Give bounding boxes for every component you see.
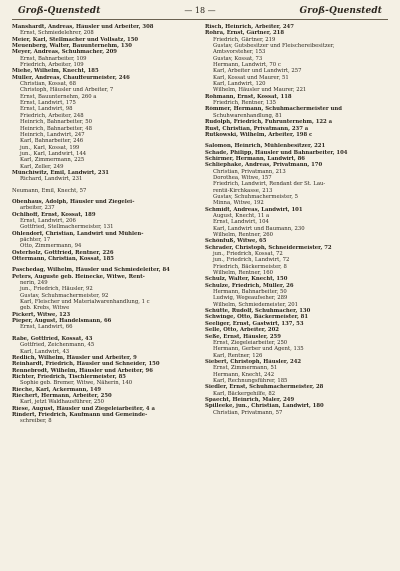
directory-entry: geb. Krebs, Witwe [20,305,70,312]
directory-entry: Karl, Kossat und Maurer, 51 [213,74,289,81]
directory-entry: Schliephake, Andreas, Privatmann, 170 [205,162,323,169]
directory-entry: arbeiter, 237 [20,205,55,212]
directory-entry: Karl, Arbeiter und Landwirt, 257 [213,68,302,75]
directory-entry: Rohmann, Ernst, Kossat, 118 [205,93,292,100]
directory-entry: Ernst, Zimmermann, 51 [213,365,278,372]
directory-entry: Ernst, Landwirt, 175 [20,100,76,107]
directory-entry: Gustav, Schuhmachermeister, 92 [20,292,109,299]
directory-entry: schreiber, 8 [20,418,52,425]
directory-entry: Salomon, Heinrich, Mühlenbesitzer, 221 [205,143,326,150]
directory-entry: Gustav, Kossat, 73 [213,55,263,62]
directory-entry: Heinrich, Bahnarbeiter, 50 [20,119,92,126]
directory-entry: Heinrich, Landwirt, 247 [20,131,85,138]
directory-entry: Ottermann, Christian, Kossat, 185 [12,256,114,263]
directory-entry: Schade, Philipp, Häusler und Bahnarbeiter, 104 [205,149,348,156]
directory-entry: Karl, Landwirt, 43 [20,348,70,355]
directory-entry: Amtsvorsteher, 153 [213,49,266,56]
directory-entry: Risch, Heinrich, Arbeiter, 247 [205,24,294,30]
directory-entry: Friedrich, Arbeiter, 248 [20,112,84,119]
left-column [12,24,195,425]
directory-entry: Meyer, Andreas, Schuhmacher, 209 [12,49,117,56]
directory-entry: Peters, Auguste geb. Heinecke, Witwe, Rent- [12,273,145,280]
running-head-left: Groß-Quenstedt [18,6,101,16]
directory-entry: Karl, Landwirt, 120 [213,81,266,88]
directory-entry: Rindert, Friedrich, Kaufmann und Gemeinde- [12,411,148,418]
directory-entry: Gottfried, Zeichenmann, 45 [20,342,95,349]
directory-entry: Schulze, Friedrich, Müller, 26 [205,282,294,289]
directory-entry: Karl, Rechnungsführer, 185 [213,377,288,384]
directory-entry: Riese, August, Häusler und Ziegeleiarbeiter, 4 a [12,405,155,412]
directory-entry: Ernst, Bauunternehm, 260 a [20,93,97,100]
directory-entry: jun., Friedrich, Kossat, 72 [213,251,283,258]
directory-entry: Spaecht, Heinrich, Maler, 249 [205,396,295,403]
directory-entry: jun., Karl, Kossat, 199 [20,144,80,151]
directory-entry: Rennebrodt, Wilhelm, Häusler und Arbeiter, 96 [12,367,153,374]
directory-entry: Karl, Landwirt und Baumann, 230 [213,225,305,232]
directory-entry: August, Knecht, 11 a [213,212,270,219]
directory-entry: Seße, Ernst, Häusler, 259 [205,333,281,340]
directory-entry: Pieper, August, Handelsmann, 66 [12,318,112,325]
directory-entry: Ernst, Schmiedelehrer, 208 [20,30,94,37]
directory-entry: pächter, 17 [20,237,51,243]
directory-entry: Gustav, Gutsbesitzer und Fleischereibesitzer, [213,43,335,50]
directory-entry: Seeliger, Ernst, Gastwirt, 137, 53 [205,320,304,327]
directory-entry: Schönfuß, Witwe, 65 [205,238,267,245]
directory-entry: Schütte, Rudolf, Schuhmacher, 130 [205,308,311,315]
directory-entry: jun., Friedrich, Häusler, 92 [20,286,93,293]
directory-entry: Richard, Landwirt, 231 [20,176,83,183]
directory-entry: Miehe, Wilhelm, Knecht, 185 [12,68,99,75]
directory-entry: Römmer, Hermann, Schuhmachermeister und [205,106,342,113]
directory-entry: Meuenberg, Walter, Bauunternehm, 130 [12,43,132,50]
directory-entry: Schmidt, Andreas, Landwirt, 101 [205,206,303,213]
directory-entry: Wilhelm, Rentner, 260 [213,232,274,238]
directory-entry: Rudolph, Friedrich, Fuhrunternehm, 122 a [205,119,333,126]
running-head-right: Groß-Quenstedt [299,6,382,16]
directory-entry: Rieche, Karl, Ackermann, 149 [12,386,102,393]
directory-entry: Minna, Witwe, 192 [213,200,264,207]
directory-entry: Heinrich, Bahnarbeiter, 48 [20,125,92,132]
directory-entry: Christoph, Häusler und Arbeiter, 7 [20,87,114,94]
directory-entry: Hermann, Knecht, 242 [213,371,275,378]
directory-entry: jun., Friedrich, Landwirt, 72 [213,257,290,264]
directory-entry: Schuhwarenhandlung, 81 [213,112,282,119]
directory-entry: Karl, Zeller, 249 [20,163,64,170]
directory-entry: Karl, jetzt Waldhausführer, 250 [20,399,105,406]
directory-entry: Osterholz, Gottfried, Rentner, 226 [12,249,114,256]
directory-entry: Riechert, Hermann, Arbeiter, 250 [12,392,112,399]
directory-entry: Christian, Privatmann, 213 [213,168,286,175]
directory-entry: Rohra, Ernst, Gärtner, 218 [205,30,285,37]
directory-entry: Münchiwitz, Emil, Landwirt, 231 [12,169,109,176]
directory-entry: Pickert, Witwe, 123 [12,311,71,318]
directory-entry: Müller, Andreas, Chauffeurmeister, 246 [12,74,130,81]
directory-entry: Hermann, Gerber und Agent, 135 [213,346,304,353]
directory-entry: Wilhelm, Rentner, 160 [213,270,274,277]
directory-entry: Schirmer, Hermann, Landwirt, 86 [205,155,305,162]
directory-entry: rentii-Kirchkasse, 213 [213,187,273,194]
directory-entry: Ernst, Landwirt, 66 [20,324,73,331]
directory-entry: Ernst, Landwirt, 98 [20,106,73,113]
directory-entry: Schwinge, Otto, Bäckermeister, 81 [205,314,309,321]
directory-entry: Ernst, Bahnarbeiter, 109 [20,55,87,62]
directory-entry: Karl, Fleischer und Materialwarenhandlung, 1 c [20,299,150,306]
directory-entry: Ernst, Landwirt, 104 [213,219,269,226]
directory-entry: Selle, Otto, Arbeiter, 202 [205,327,279,334]
directory-entry: Karl, Zimmermann, 225 [20,157,85,164]
directory-entry: Friedrich, Arbeiter, 109 [20,62,84,69]
directory-entry: Paschedag, Wilhelm, Häusler und Schmiedeleiter, 84 [12,267,170,274]
directory-entry: Rust, Christian, Privatmann, 237 a [205,125,309,132]
directory-entry: Christian, Kossat, 68 [20,81,77,88]
directory-entry: Siedler, Ernst, Schuhmachermeister, 28 [205,384,324,391]
directory-entry: Hermann, Landwirt, 70 c [213,62,281,69]
directory-entry: Manshardt, Andreas, Häusler und Arbeiter, 308 [12,24,154,30]
directory-entry: Redlich, Wilhelm, Häusler und Arbeiter, 9 [12,354,137,361]
directory-entry: Ludwig, Wegeaufseher, 289 [213,295,288,302]
directory-entry: Gottfried, Stellmachermeister, 131 [20,224,114,231]
directory-entry: Rabe, Gottfried, Kossat, 43 [12,335,93,342]
directory-columns [12,24,388,425]
directory-entry: Wilhelm, Schmiedemeister, 201 [213,301,299,308]
directory-entry: Hermann, Bahnarbeiter, 50 [213,289,287,296]
directory-entry: Sophie geb. Bremer, Witwe, Näherin, 140 [20,380,133,387]
directory-entry: Friedrich, Gärtner, 219 [213,36,276,43]
directory-entry: jun., Karl, Landwirt, 144 [20,150,87,157]
directory-entry: Friedrich, Rentner, 135 [213,100,277,107]
directory-entry: Karl, Bahnarbeiter, 246 [20,138,84,145]
directory-entry: Spilleeke, jun., Christian, Landwirt, 180 [205,403,324,410]
directory-entry: Gustav, Schuhmachermeister, 5 [213,193,298,200]
directory-entry: Meier, Karl, Stellmacher und Vollsatz, 150 [12,36,139,43]
right-column [205,24,388,425]
directory-entry: Christian, Privatmann, 57 [213,409,283,416]
directory-entry: Rutkowski, Wilhelm, Arbeiter, 198 c [205,131,313,138]
directory-entry: Schrader, Christoph, Schneidermeister, 72 [205,244,332,251]
page-number: — 18 — [184,6,216,15]
directory-entry: Siebert, Christoph, Häusler, 242 [205,358,302,365]
directory-entry: Ochlhoff, Ernst, Kossat, 189 [12,211,96,218]
directory-entry: Karl, Rentner, 126 [213,352,263,359]
directory-entry: Otto, Zimmermann, 94 [20,243,82,250]
directory-entry: Obenhaus, Adolph, Häusler und Ziegelei- [12,198,135,205]
directory-entry: Karl, Bäckergehilfe, 82 [213,390,276,397]
directory-entry: Neumann, Emil, Knecht, 57 [12,187,87,194]
directory-entry: Wilhelm, Häusler und Maurer, 221 [213,87,307,94]
directory-entry: Richter, Friedrich, Tischlermeister, 85 [12,373,126,380]
directory-entry: Friedrich, Landwirt, Rendant der St. Lau- [213,181,326,188]
directory-entry: nerin, 249 [20,280,48,287]
directory-entry: Friedrich, Bäckermeister, 8 [213,263,287,270]
directory-entry: Reinhardt, Friedrich, Häusler und Schneider, 150 [12,361,160,368]
directory-entry: Dorothea, Witwe, 157 [213,174,272,181]
page-header [12,6,388,20]
directory-entry: Ohlendorf, Christian, Landwirt und Mühlen- [12,230,144,237]
directory-entry: Ernst, Ziegeleiarbeiter, 250 [213,339,288,346]
directory-entry: Schulz, Walter, Knecht, 150 [205,276,288,283]
directory-entry: Ernst, Landwirt, 206 [20,217,76,224]
